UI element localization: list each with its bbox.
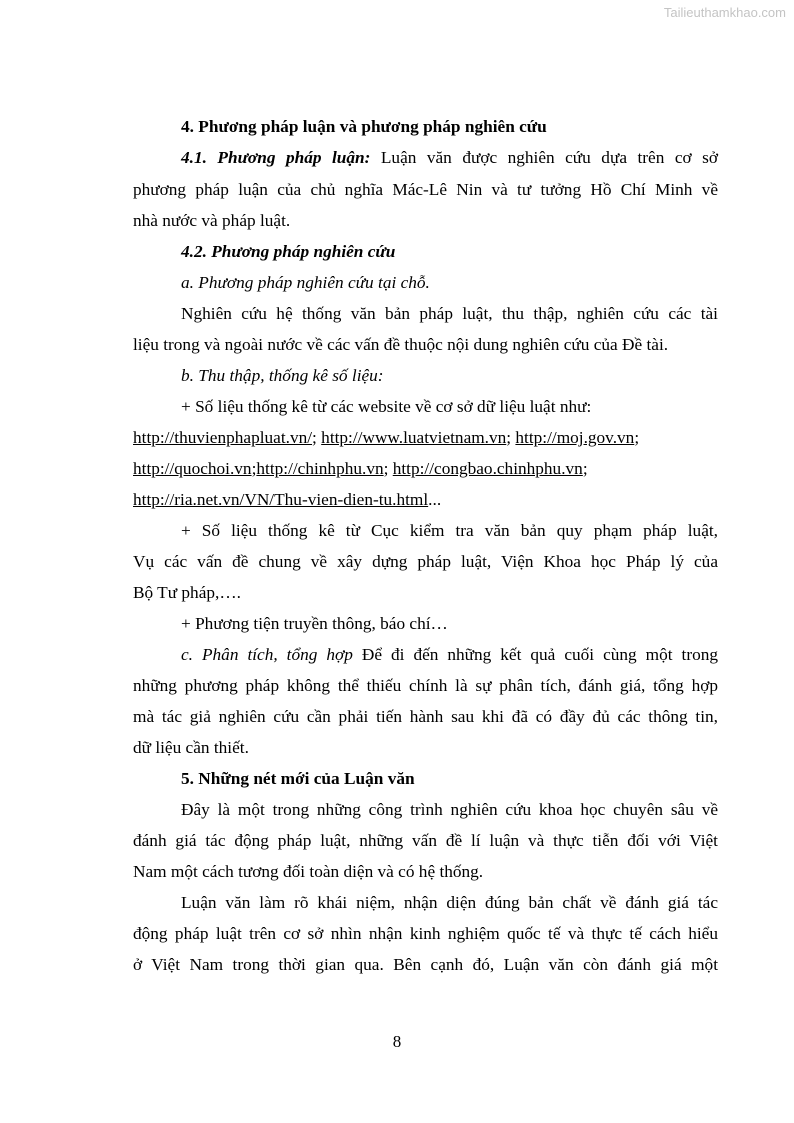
link-thuvienphapluat[interactable]: http://thuvienphapluat.vn/	[133, 428, 313, 447]
link-quochoi[interactable]: http://quochoi.vn	[133, 459, 252, 478]
paragraph-4-1-line-2: phương pháp luận của chủ nghĩa Mác-Lê Nin và tư tưởng Hồ Chí Minh về	[133, 180, 718, 199]
paragraph-text: Để đi đến những kết quả cuối cùng một trong	[352, 645, 718, 664]
subsection-4-2-heading: 4.2. Phương pháp nghiên cứu	[181, 242, 396, 261]
link-separator: ;	[506, 428, 516, 447]
paragraph-5-1-line-3: Nam một cách tương đối toàn diện và có hệ thống.	[133, 862, 484, 881]
paragraph-c-line-4: dữ liệu cần thiết.	[133, 738, 249, 757]
link-separator: ;	[582, 459, 588, 478]
paragraph-a-line-1: Nghiên cứu hệ thống văn bản pháp luật, thu thập, nghiên cứu các tài	[181, 304, 718, 323]
link-separator: ;	[312, 428, 322, 447]
link-moj[interactable]: http://moj.gov.vn	[515, 428, 635, 447]
subsection-4-1-label: 4.1. Phương pháp luận:	[181, 148, 371, 167]
paragraph-c-line-2: những phương pháp không thể thiếu chính là sự phân tích, đánh giá, tổng hợp	[133, 676, 718, 695]
paragraph-5-2-line-3: ở Việt Nam trong thời gian qua. Bên cạnh đó, Luận văn còn đánh giá một	[133, 955, 718, 974]
links-line-1	[133, 428, 718, 448]
paragraph-c-line-3: mà tác giả nghiên cứu cần phải tiến hành sau khi đã có đầy đủ các thông tin,	[133, 707, 718, 726]
paragraph-b2-line-3: Bộ Tư pháp,….	[133, 583, 241, 602]
paragraph-5-2-line-2: động pháp luật trên cơ sở nhìn nhận kinh nghiệm quốc tế và thực tế cách hiểu	[133, 924, 718, 943]
link-ria[interactable]: http://ria.net.vn/VN/Thu-vien-dien-tu.html	[133, 490, 429, 509]
watermark: Tailieuthamkhao.com	[663, 5, 786, 20]
paragraph-5-2-line-1: Luận văn làm rõ khái niệm, nhận diện đúng bản chất về đánh giá tác	[181, 893, 718, 912]
links-line-3	[133, 490, 718, 510]
paragraph-4-1-line-1	[181, 148, 718, 168]
paragraph-5-1-line-2: đánh giá tác động pháp luật, những vấn đề lí luận và thực tiễn đối với Việt	[133, 831, 718, 850]
paragraph-b3: + Phương tiện truyền thông, báo chí…	[181, 614, 448, 633]
paragraph-b-line-1: + Số liệu thống kê từ các website về cơ sở dữ liệu luật như:	[181, 397, 592, 416]
page-number: 8	[392, 1032, 402, 1051]
link-separator: ;	[383, 459, 393, 478]
paragraph-a-line-2: liệu trong và ngoài nước về các vấn đề thuộc nội dung nghiên cứu của Đề tài.	[133, 335, 669, 354]
link-chinhphu[interactable]: http://chinhphu.vn	[256, 459, 384, 478]
paragraph-4-1-line-3: nhà nước và pháp luật.	[133, 211, 291, 230]
link-separator: ;	[634, 428, 640, 447]
paragraph-c-line-1	[181, 645, 718, 665]
paragraph-b2-line-2: Vụ các vấn đề chung về xây dựng pháp luật, Viện Khoa học Pháp lý của	[133, 552, 718, 571]
paragraph-b2-line-1: + Số liệu thống kê từ Cục kiểm tra văn bản quy phạm pháp luật,	[181, 521, 718, 540]
paragraph-5-1-line-1: Đây là một trong những công trình nghiên cứu khoa học chuyên sâu về	[181, 800, 718, 819]
links-line-2	[133, 459, 718, 479]
section-4-heading: 4. Phương pháp luận và phương pháp nghiên cứu	[181, 117, 547, 136]
subheading-b: b. Thu thập, thống kê số liệu:	[181, 366, 384, 385]
section-5-heading: 5. Những nét mới của Luận văn	[181, 769, 415, 788]
link-separator: ;	[251, 459, 257, 478]
subheading-c: c. Phân tích, tổng hợp	[181, 645, 353, 664]
ellipsis: ...	[428, 490, 442, 509]
link-congbao[interactable]: http://congbao.chinhphu.vn	[392, 459, 583, 478]
link-luatvietnam[interactable]: http://www.luatvietnam.vn	[321, 428, 507, 447]
paragraph-text: Luận văn được nghiên cứu dựa trên cơ sở	[370, 148, 718, 167]
subheading-a: a. Phương pháp nghiên cứu tại chỗ.	[181, 273, 430, 292]
